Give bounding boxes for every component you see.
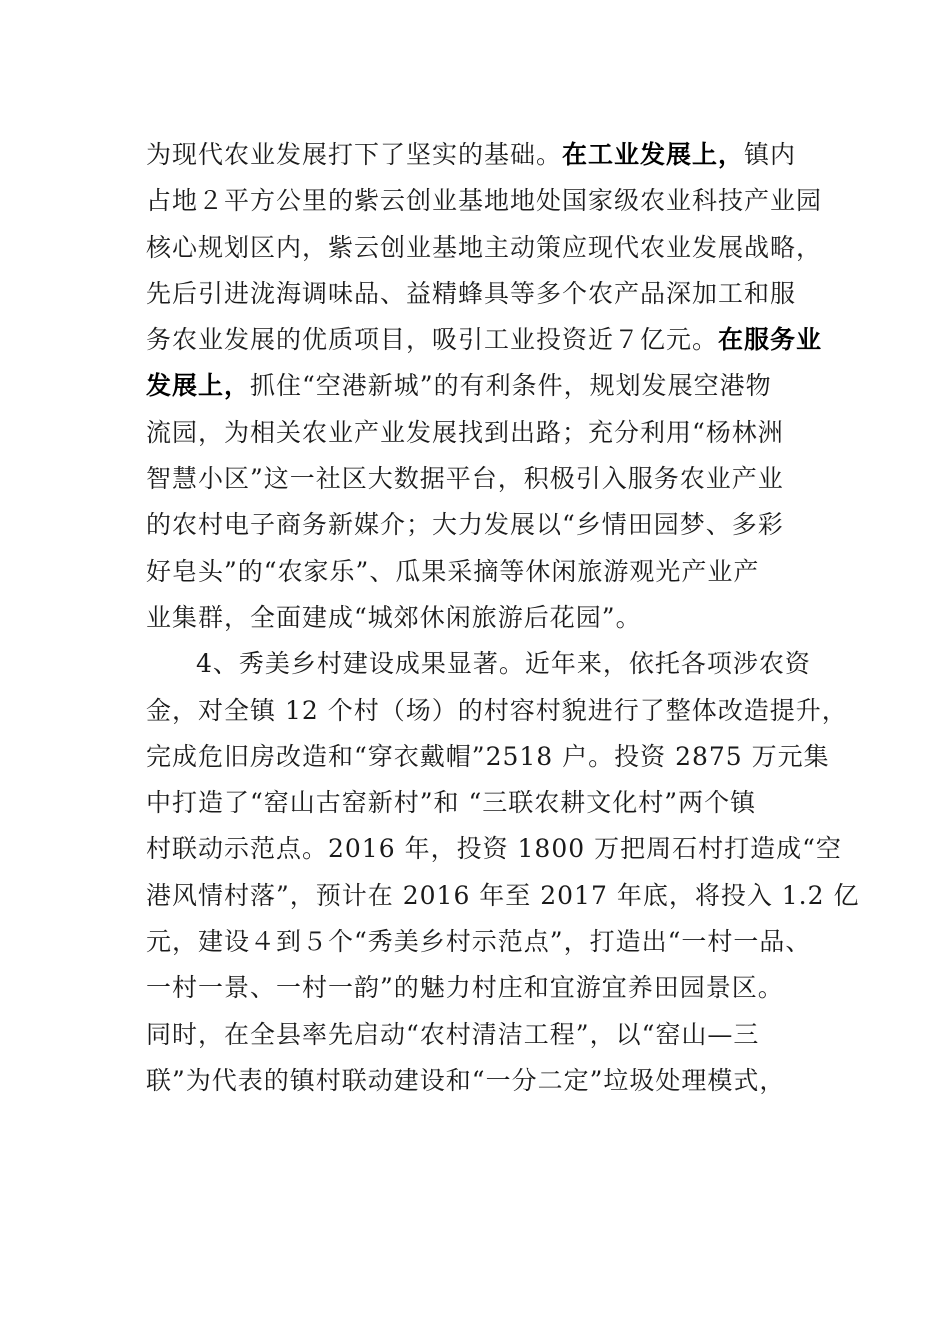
text-line bbox=[146, 641, 826, 687]
body-text-segment: 村联动示范点。2016 年，投资 1800 万把周石村打造成“空 bbox=[146, 834, 842, 864]
body-text-segment: 元，建设４到５个“秀美乡村示范点”，打造出“一村一品、 bbox=[146, 927, 812, 957]
body-text-segment: 核心规划区内，紫云创业基地主动策应现代农业发展战略， bbox=[146, 232, 823, 262]
body-text-segment: 4、秀美乡村建设成果显著。近年来，依托各项涉农资 bbox=[196, 649, 811, 679]
text-line bbox=[146, 132, 826, 178]
text-line bbox=[146, 1058, 826, 1104]
text-line bbox=[146, 225, 826, 271]
text-line bbox=[146, 688, 848, 734]
body-text-segment: 港风情村落”，预计在 2016 年至 2017 年底，将投入 1.2 亿 bbox=[146, 880, 860, 910]
body-text-segment: 金，对全镇 12 个村（场）的村容村貌进行了整体改造提升， bbox=[146, 695, 848, 725]
body-text-segment: 务农业发展的优质项目，吸引工业投资近７亿元。 bbox=[146, 325, 719, 355]
text-line bbox=[146, 271, 826, 317]
body-text-segment: 镇内 bbox=[744, 140, 797, 169]
document-body-text bbox=[146, 132, 860, 1104]
body-text-segment: 一村一景、一村一韵”的魅力村庄和宜游宜养田园景区。 bbox=[146, 973, 784, 1003]
bold-heading-text: 在工业发展上， bbox=[562, 140, 745, 169]
text-line bbox=[146, 317, 826, 363]
text-line bbox=[146, 919, 826, 965]
body-text-segment: 先后引进泷海调味品、益精蜂具等多个农产品深加工和服 bbox=[146, 278, 797, 308]
text-line bbox=[146, 595, 826, 641]
body-text-segment: 抓住“空港新城”的有利条件，规划发展空港物 bbox=[250, 371, 772, 401]
bold-heading-text: 在服务业 bbox=[718, 325, 823, 355]
text-line bbox=[146, 734, 830, 780]
body-text-segment: 好皂头”的“农家乐”、瓜果采摘等休闲旅游观光产业产 bbox=[146, 556, 760, 586]
body-text-segment: 业集群，全面建成“城郊休闲旅游后花园”。 bbox=[146, 602, 642, 632]
text-line bbox=[146, 1012, 826, 1058]
body-text-segment: 流园，为相关农业产业发展找到出路；充分利用“杨林洲 bbox=[146, 417, 784, 447]
text-line bbox=[146, 410, 826, 456]
text-line bbox=[146, 873, 860, 919]
body-text-segment: 的农村电子商务新媒介；大力发展以“乡情田园梦、多彩 bbox=[146, 510, 784, 540]
body-text-segment: 同时，在全县率先启动“农村清洁工程”，以“窑山—三 bbox=[146, 1019, 760, 1049]
body-text-segment: 为现代农业发展打下了坚实的基础。 bbox=[146, 140, 563, 169]
body-text-segment: 完成危旧房改造和“穿衣戴帽”2518 户。投资 2875 万元集 bbox=[146, 741, 830, 771]
text-line bbox=[146, 456, 826, 502]
text-line bbox=[146, 363, 826, 409]
text-line bbox=[146, 780, 826, 826]
text-line bbox=[146, 965, 826, 1011]
text-line bbox=[146, 549, 826, 595]
body-text-segment: 联”为代表的镇村联动建设和“一分二定”垃圾处理模式， bbox=[146, 1065, 786, 1095]
body-text-segment: 占地２平方公里的紫云创业基地地处国家级农业科技产业园 bbox=[146, 186, 823, 216]
text-line bbox=[146, 826, 842, 872]
text-line bbox=[146, 178, 826, 224]
text-line bbox=[146, 502, 826, 548]
bold-heading-text: 发展上， bbox=[146, 371, 251, 401]
body-text-segment: 中打造了“窑山古窑新村”和 “三联农耕文化村”两个镇 bbox=[146, 788, 757, 818]
body-text-segment: 智慧小区”这一社区大数据平台，积极引入服务农业产业 bbox=[146, 464, 784, 494]
